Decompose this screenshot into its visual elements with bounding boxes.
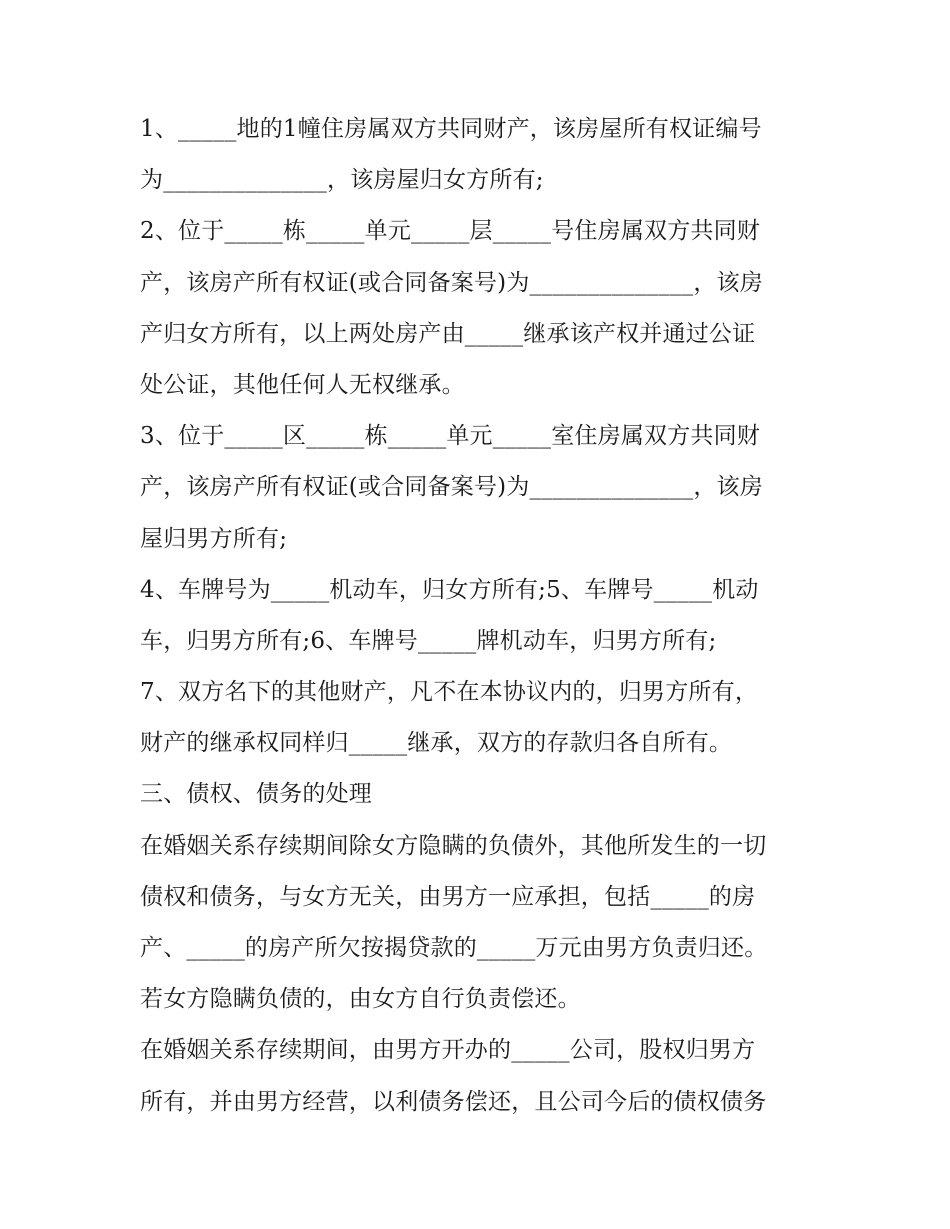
text-line: 产，该房产所有权证(或合同备案号)为______________，该房 — [140, 474, 763, 501]
text-line: 3、位于_____区_____栋_____单元_____室住房属双方共同财 — [140, 423, 761, 450]
text-line: 1、_____地的1幢住房属双方共同财产，该房屋所有权证编号 — [140, 116, 762, 142]
text-line: 为______________，该房屋归女方所有; — [140, 167, 544, 194]
document-body — [140, 104, 830, 1128]
text-line: 产，该房产所有权证(或合同备案号)为______________，该房 — [140, 269, 763, 296]
text-line: 财产的继承权同样归_____继承，双方的存款归各自所有。 — [140, 730, 733, 757]
text-line: 2、位于_____栋_____单元_____层_____号住房属双方共同财 — [140, 218, 761, 245]
text-line: 产、_____的房产所欠按揭贷款的_____万元由男方负责归还。 — [140, 935, 768, 961]
text-line: 所有，并由男方经营，以利债务偿还，且公司今后的债权债务 — [140, 1088, 767, 1115]
text-line: 债权和债务，与女方无关，由男方一应承担，包括_____的房 — [140, 883, 756, 910]
text-line: 屋归男方所有; — [140, 525, 288, 552]
text-line: 在婚姻关系存续期间，由男方开办的_____公司，股权归男方 — [140, 1037, 756, 1064]
text-line: 7、双方名下的其他财产，凡不在本协议内的，归男方所有， — [140, 679, 759, 706]
text-line: 处公证，其他任何人无权继承。 — [140, 371, 465, 398]
text-line: 在婚姻关系存续期间除女方隐瞒的负债外，其他所发生的一切 — [140, 832, 767, 859]
text-line: 4、车牌号为_____机动车，归女方所有;5、车牌号_____机动 — [140, 576, 759, 603]
section-heading: 三、债权、债务的处理 — [140, 781, 372, 808]
text-line: 车，归男方所有;6、车牌号_____牌机动车，归男方所有; — [140, 627, 717, 654]
text-line: 若女方隐瞒负债的，由女方自行负责偿还。 — [140, 986, 581, 1013]
text-line: 产归女方所有，以上两处房产由_____继承该产权并通过公证 — [140, 320, 756, 347]
